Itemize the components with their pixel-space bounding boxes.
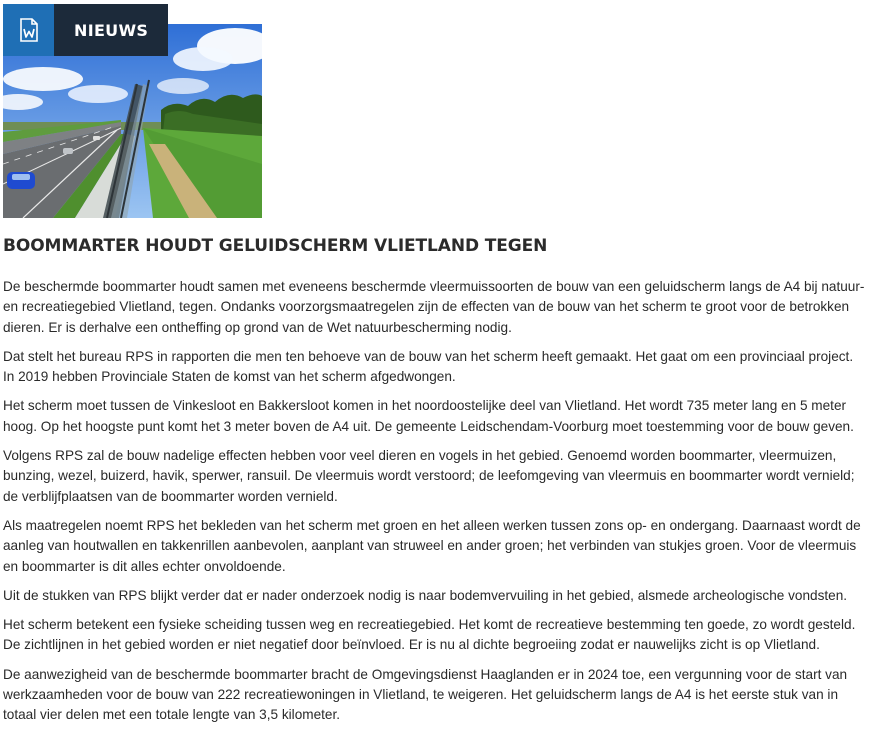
article-body — [3, 277, 865, 735]
hero — [3, 4, 262, 218]
article-paragraph: Uit de stukken van RPS blijkt verder dat er nader onderzoek nodig is naar bodemvervuiling in het gebied, alsmede archeologische vondsten. — [3, 587, 848, 603]
article-paragraph: Volgens RPS zal de bouw nadelige effecten hebben voor veel dieren en vogels in het gebied. Genoemd worden boommarter, vleermuizen, bunzing, wezel, buizerd, havik, sperwer, ransuil. De vleermuis wordt verstoord; de leefomgeving van vleermuis en boommarter wordt vernield; de verblijfplaatsen van de boommarter worden vernield. — [3, 448, 855, 504]
article-title: BOOMMARTER HOUDT GELUIDSCHERM VLIETLAND TEGEN — [3, 236, 548, 256]
category-label: NIEUWS — [54, 4, 168, 56]
document-w-icon — [3, 4, 54, 56]
article-paragraph: Het scherm betekent een fysieke scheiding tussen weg en recreatiegebied. Het komt de recreatieve bestemming ten goede, zo wordt gesteld. De zichtlijnen in het gebied worden er niet negatief door beïnvloed. Er is nu al dichte begroeiing zodat er nauwelijks zicht is op Vlietland. — [3, 617, 856, 653]
article-paragraph: Als maatregelen noemt RPS het bekleden van het scherm met groen en het alleen werken tussen zons op- en ondergang. Daarnaast wordt de aanleg van houtwallen en takkenrillen aanbevolen, aanplant van struweel en ander groen; het verbinden van stukjes groen. Voor de vleermuis en boommarter is dit alles echter onvoldoende. — [3, 517, 861, 574]
article-paragraph: Het scherm moet tussen de Vinkesloot en Bakkersloot komen in het noordoostelijke deel van Vlietland. Het wordt 735 meter lang en 5 meter hoog. Op het hoogste punt komt het 3 meter boven de A4 uit. De gemeente Leidschendam-Voorburg moet toestemming voor de bouw geven. — [3, 398, 854, 434]
article-paragraph: De beschermde boommarter houdt samen met eveneens beschermde vleermuissoorten de bouw van een geluidscherm langs de A4 bij natuur- en recreatiegebied Vlietland, tegen. Ondanks voorzorgsmaatregelen zijn de effecten van de bouw van het scherm te groot voor de betrokken dieren. Er is derhalve een ontheffing op grond van de Wet natuurbescherming nodig. — [3, 279, 865, 335]
article-paragraph: De aanwezigheid van de beschermde boommarter bracht de Omgevingsdienst Haaglanden er in 2024 toe, een vergunning voor de start van werkzaamheden voor de bouw van 222 recreatiewoningen in Vlietland, te weigeren. Het geluidscherm langs de A4 is het eerste stuk van in totaal vier delen met een totale lengte van 3,5 kilometer. — [3, 666, 848, 723]
article-paragraph: Dat stelt het bureau RPS in rapporten die men ten behoeve van de bouw van het scherm heeft gemaakt. Het gaat om een provinciaal project. In 2019 hebben Provinciale Staten de komst van het scherm afgedwongen. — [3, 348, 854, 385]
category-tag[interactable] — [3, 4, 168, 56]
